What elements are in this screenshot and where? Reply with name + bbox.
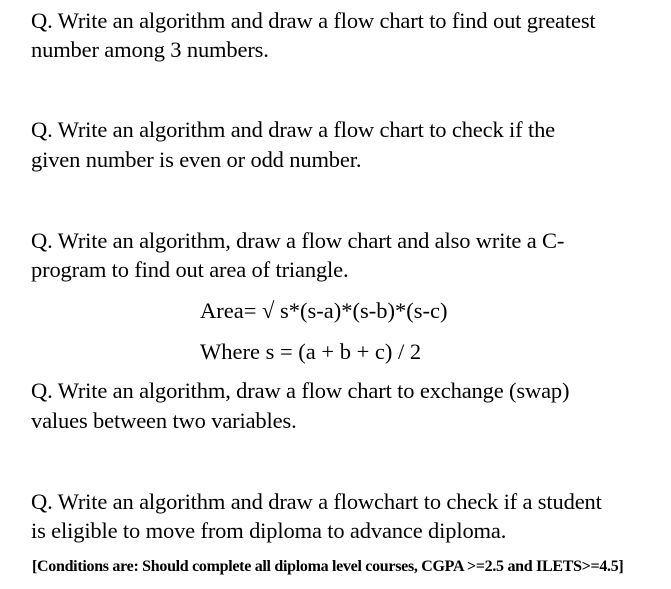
question-1-line-2: number among 3 numbers. bbox=[31, 37, 269, 62]
question-2-line-2: given number is even or odd number. bbox=[31, 147, 362, 172]
question-3-line-1: Q. Write an algorithm, draw a flow chart and also write a C- bbox=[31, 228, 565, 253]
question-2-line-1: Q. Write an algorithm and draw a flow chart to check if the bbox=[31, 117, 556, 142]
area-formula: Area= √ s*(s-a)*(s-b)*(s-c) bbox=[200, 298, 448, 323]
question-5-line-1: Q. Write an algorithm and draw a flowchart to check if a student bbox=[31, 489, 602, 514]
question-3-line-2: program to find out area of triangle. bbox=[31, 257, 349, 282]
question-1-line-1: Q. Write an algorithm and draw a flow chart to find out greatest bbox=[31, 8, 596, 33]
conditions-note: [Conditions are: Should complete all diploma level courses, CGPA >=2.5 and ILETS>=4.5] bbox=[32, 558, 624, 575]
semi-perimeter-formula: Where s = (a + b + c) / 2 bbox=[200, 339, 422, 364]
question-4-line-2: values between two variables. bbox=[31, 408, 297, 433]
question-4-line-1: Q. Write an algorithm, draw a flow chart to exchange (swap) bbox=[31, 378, 570, 403]
question-5-line-2: is eligible to move from diploma to advance diploma. bbox=[31, 518, 507, 543]
